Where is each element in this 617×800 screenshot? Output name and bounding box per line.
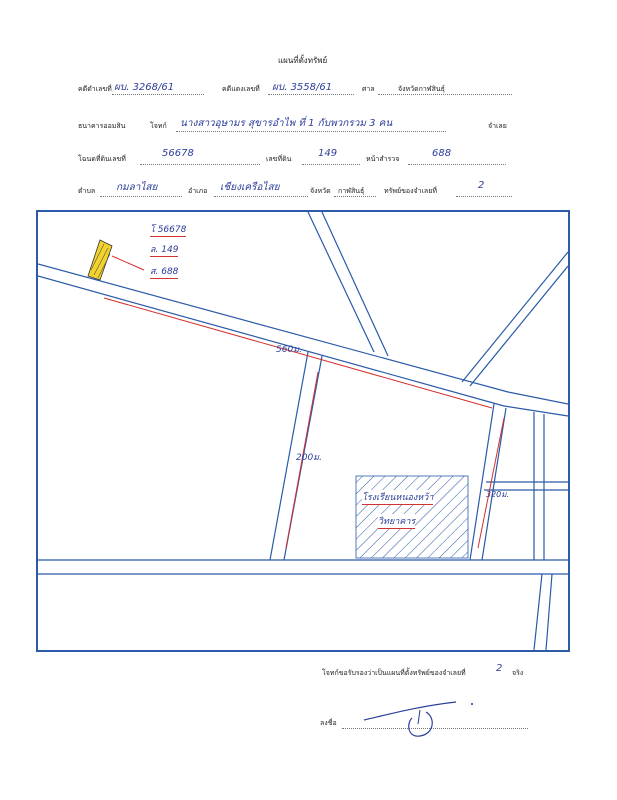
map-drawing <box>38 212 568 650</box>
main-road-top-edge <box>38 264 508 392</box>
road-right-top <box>508 392 568 404</box>
land-no-value: 149 <box>318 148 338 159</box>
subdistrict-value: กมลาไสย <box>116 182 158 193</box>
label-subdistrict: ตำบล <box>78 187 96 195</box>
dotted-line <box>378 94 512 95</box>
upper-right-road-a <box>462 252 568 382</box>
certify-asset-no: 2 <box>496 663 503 674</box>
defendant-value: นางสาวอุษามร สุขารอำไพ ที่ 1 กับพวกรวม 3 คน <box>180 118 393 129</box>
label-province: จังหวัด <box>310 187 331 195</box>
dotted-line <box>334 196 376 197</box>
page-title: แผนที่ตั้งทรัพย์ <box>278 56 328 65</box>
certify-end: จริง <box>512 669 524 677</box>
distance-left-label: 200ม. <box>296 453 322 463</box>
case-no-value: ผบ. 3268/61 <box>114 82 175 93</box>
label-asset-no: ทรัพย์ของจำเลยที่ <box>384 187 437 195</box>
dotted-line <box>100 196 182 197</box>
distance-main-label: 560ม. <box>276 345 302 355</box>
dotted-line <box>268 94 354 95</box>
upper-right-road-b <box>470 266 568 386</box>
bottom-right-road-b <box>546 574 552 650</box>
label-red-no: คดีแดงเลขที่ <box>222 85 260 93</box>
school-label-line1: โรงเรียนหนองหว้า <box>362 490 433 505</box>
road-right-bottom <box>504 406 568 416</box>
dotted-line <box>408 164 506 165</box>
label-survey: หน้าสำรวจ <box>366 155 400 163</box>
roads <box>38 212 568 650</box>
label-deed: โฉนดที่ดินเลขที่ <box>78 155 126 163</box>
parcel-survey-annotation: ส. 688 <box>150 264 178 279</box>
label-bank: ธนาคารออมสิน <box>78 122 126 130</box>
signature-mark <box>360 694 490 742</box>
red-no-value: ผบ. 3558/61 <box>272 82 333 93</box>
sign-label: ลงชื่อ <box>320 719 337 727</box>
dotted-line <box>214 196 308 197</box>
parcel-land-annotation: ล. 149 <box>150 242 178 257</box>
distance-right-label: 320ม. <box>486 490 510 499</box>
dotted-line <box>302 164 360 165</box>
province-value: กาฬสินธุ์ <box>338 187 365 195</box>
dotted-line <box>456 196 512 197</box>
main-road-bottom-edge <box>38 276 504 406</box>
location-map <box>36 210 570 652</box>
upper-road-left <box>308 212 374 352</box>
pointer-line <box>112 256 144 270</box>
dotted-line <box>140 164 260 165</box>
asset-no-value: 2 <box>478 180 485 191</box>
label-plaintiff: โจทก์ <box>150 122 167 130</box>
parcel-deed-annotation: โ 56678 <box>150 222 186 237</box>
school-label-line2: วิทยาคาร <box>378 514 415 529</box>
court-value: จังหวัดกาฬสินธุ์ <box>398 85 445 93</box>
district-value: เชียงเครือไสย <box>220 182 280 193</box>
deed-no-value: 56678 <box>162 148 194 159</box>
label-case-no: คดีดำเลขที่ <box>78 85 112 93</box>
label-district: อำเภอ <box>188 187 208 195</box>
certify-text: โจทก์ขอรับรองว่าเป็นแผนที่ตั้งทรัพย์ของจำเลยที่ <box>322 669 466 677</box>
label-court: ศาล <box>362 85 375 93</box>
label-land-no: เลขที่ดิน <box>266 155 292 163</box>
upper-road-right <box>322 212 388 356</box>
soi-right-b <box>482 408 506 560</box>
survey-no-value: 688 <box>432 148 452 159</box>
dotted-line <box>112 94 204 95</box>
dotted-line <box>176 131 446 132</box>
bottom-right-road-a <box>534 574 542 650</box>
label-defendant: จำเลย <box>488 122 507 130</box>
